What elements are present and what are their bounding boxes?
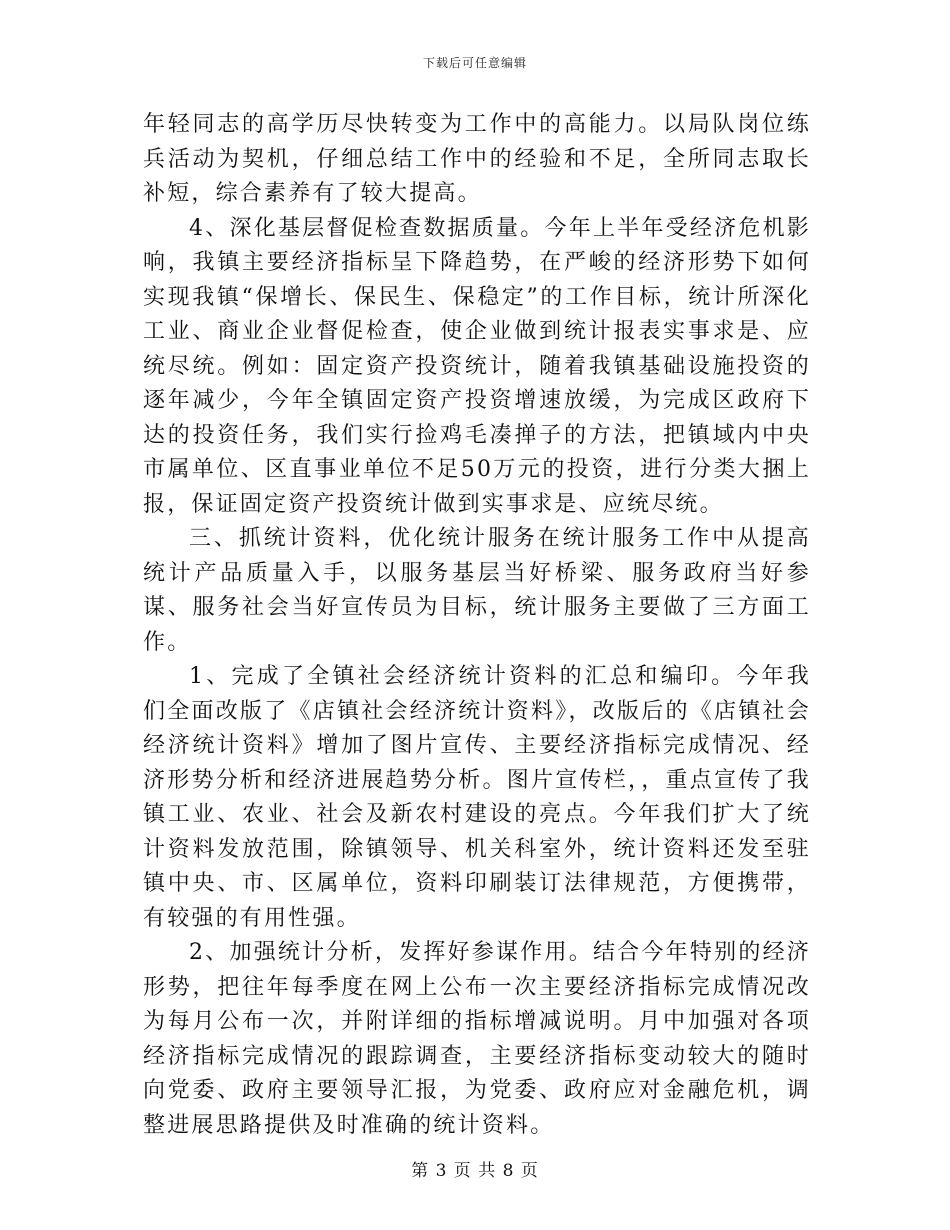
document-body [143,108,811,1143]
paragraph-1: 年轻同志的高学历尽快转变为工作中的高能力。以局队岗位练兵活动为契机，仔细总结工作中的经验和不足，全所同志取长补短，综合素养有了较大提高。 [143,112,811,206]
paragraph-5: 2、加强统计分析，发挥好参谋作用。结合今年特别的经济形势，把往年每季度在网上公布一次主要经济指标完成情况改为每月公布一次，并附详细的指标增减说明。月中加强对各项经济指标完成情况的跟踪调查，主要经济指标变动较大的随时向党委、政府主要领导汇报，为党委、政府应对金融危机，调整进展思路提供及时准确的统计资料。 [143,940,811,1138]
paragraph-4: 1、完成了全镇社会经济统计资料的汇总和编印。今年我 们全面改版了《店镇社会经济统计资料》，改版后的《店镇社会经济统计资料》增加了图片宣传、主要经济指标完成情况、经济形势分析和经济进展趋势分析。图片宣传栏，，重点宣传了我镇工业、农业、社会及新农村建设的亮点。今年我们扩大了统计资料发放范围，除镇领导、机关科室外，统计资料还发至驻镇中央、市、区属单位，资料印刷装订法律规范，方便携带，有较强的有用性强。 [143,664,811,931]
page-number: 第 3 页 共 8 页 [411,1161,539,1181]
paragraph-3: 三、抓统计资料，优化统计服务在统计服务工作中从提高统计产品质量入手，以服务基层当好桥梁、服务政府当好参谋、服务社会当好宣传员为目标，统计服务主要做了三方面工作。 [143,526,811,655]
page-header: 下载后可任意编辑 [422,56,527,70]
paragraph-2: 4、深化基层督促检查数据质量。今年上半年受经济危机影响，我镇主要经济指标呈下降趋势，在严峻的经济形势下如何实现我镇“保增长、保民生、保稳定”的工作目标，统计所深化工业、商业企业督促检查，使企业做到统计报表实事求是、应统尽统。例如：固定资产投资统计，随着我镇基础设施投资的逐年减少，今年全镇固定资产投资增速放缓，为完成区政府下达的投资任务，我们实行捡鸡毛凑掸子的方法，把镇域内中央市属单位、区直事业单位不足50万元的投资，进行分类大捆上报，保证固定资产投资统计做到实事求是、应统尽统。 [143,215,811,517]
